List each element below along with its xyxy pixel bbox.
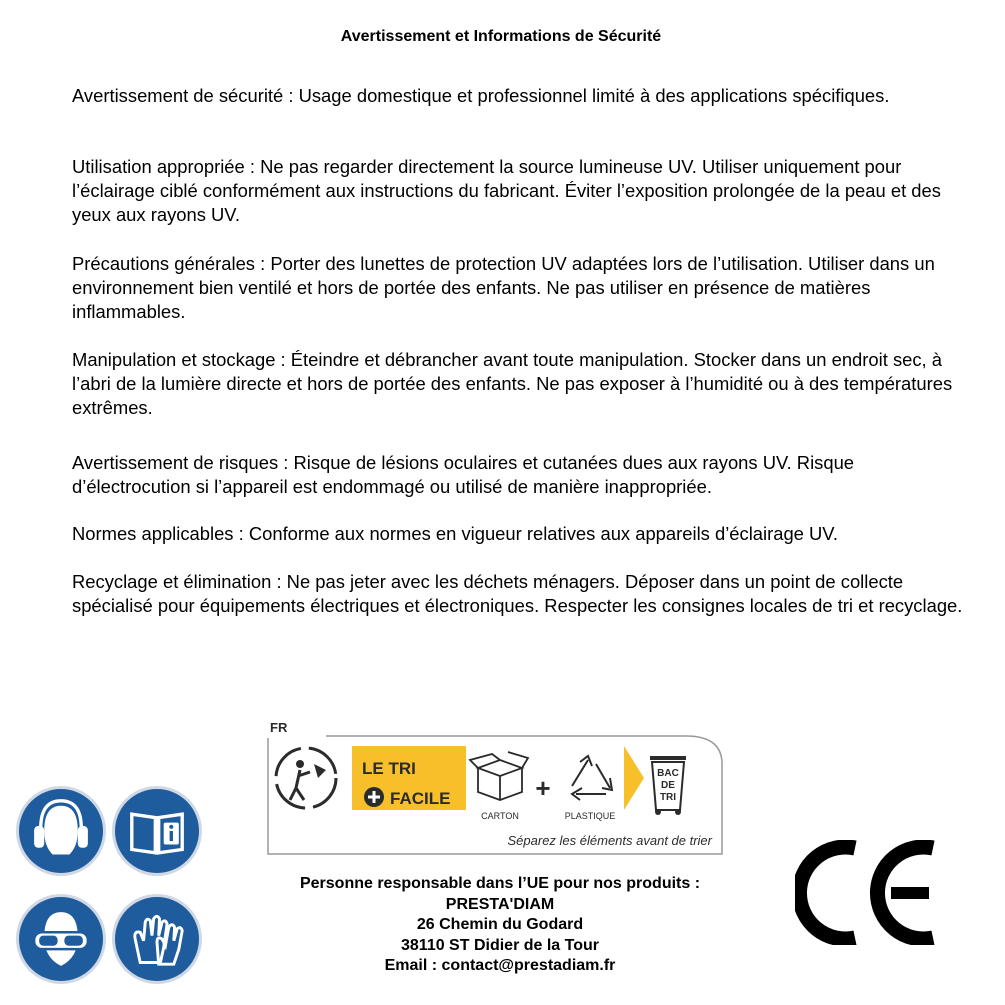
eye-protection-icon (16, 894, 106, 984)
paragraph-general-precautions: Précautions générales : Porter des lunettes de protection UV adaptées lors de l’utilisation. Utiliser dans un environnement bien ventilé et hors de portée des enfants. Ne pas utiliser en présence de matières inflammables. (72, 253, 935, 322)
responsible-email: Email : contact@prestadiam.fr (384, 957, 616, 974)
responsible-street: 26 Chemin du Godard (416, 916, 584, 933)
triman-footer: Séparez les éléments avant de trier (507, 833, 712, 848)
eu-responsible-person (250, 874, 750, 977)
paragraph-recycling: Recyclage et élimination : Ne pas jeter avec les déchets ménagers. Déposer dans un point de collecte spécialisé pour équipements électriques et électroniques. Respecter les consignes locales de tri et recyclage. (72, 571, 963, 616)
triman-headline-1: LE TRI (362, 759, 416, 778)
triman-logo-icon (276, 748, 336, 808)
ce-mark-icon (795, 840, 940, 945)
gloves-icon (112, 894, 202, 984)
responsible-city: 38110 ST Didier de la Tour (401, 936, 599, 954)
triman-item-plastique: PLASTIQUE (564, 811, 616, 821)
triman-headline-2: FACILE (390, 789, 451, 808)
ear-protection-icon (16, 786, 106, 876)
triman-plus-sign: + (535, 773, 551, 803)
triman-bin-line-2: DE (661, 780, 675, 791)
read-manual-icon (112, 786, 202, 876)
triman-bin-line-3: TRI (659, 792, 677, 803)
paragraph-handling-storage: Manipulation et stockage : Éteindre et débrancher avant toute manipulation. Stocker dans un endroit sec, à l’abri de la lumière directe et hors de portée des enfants. Ne pas exposer à l’humidité ou à des températures extrêmes. (72, 349, 953, 418)
responsible-company: PRESTA'DIAM (445, 895, 555, 913)
paragraph-standards: Normes applicables : Conforme aux normes en vigueur relatives aux appareils d’éclairage UV. (72, 523, 838, 544)
paragraph-risk-warning: Avertissement de risques : Risque de lésions oculaires et cutanées dues aux rayons UV. Risque d’électrocution si l’appareil est endommagé ou utilisé de manière inappropriée. (72, 452, 855, 497)
triman-country: FR (270, 720, 288, 735)
page-title: Avertissement et Informations de Sécurité (340, 28, 662, 45)
triman-item-carton: CARTON (481, 811, 519, 821)
paragraph-appropriate-use: Utilisation appropriée : Ne pas regarder directement la source lumineuse UV. Utiliser uniquement pour l’éclairage ciblé conformément aux instructions du fabricant. Éviter l’exposition prolongée de la peau et des yeux aux rayons UV. (72, 156, 941, 225)
triman-recycling-label (266, 716, 726, 861)
responsible-line-1: Personne responsable dans l’UE pour nos produits : (299, 875, 701, 892)
paragraph-safety-warning: Avertissement de sécurité : Usage domestique et professionnel limité à des applications spécifiques. (72, 85, 890, 106)
triman-bin-line-1: BAC (657, 768, 679, 779)
